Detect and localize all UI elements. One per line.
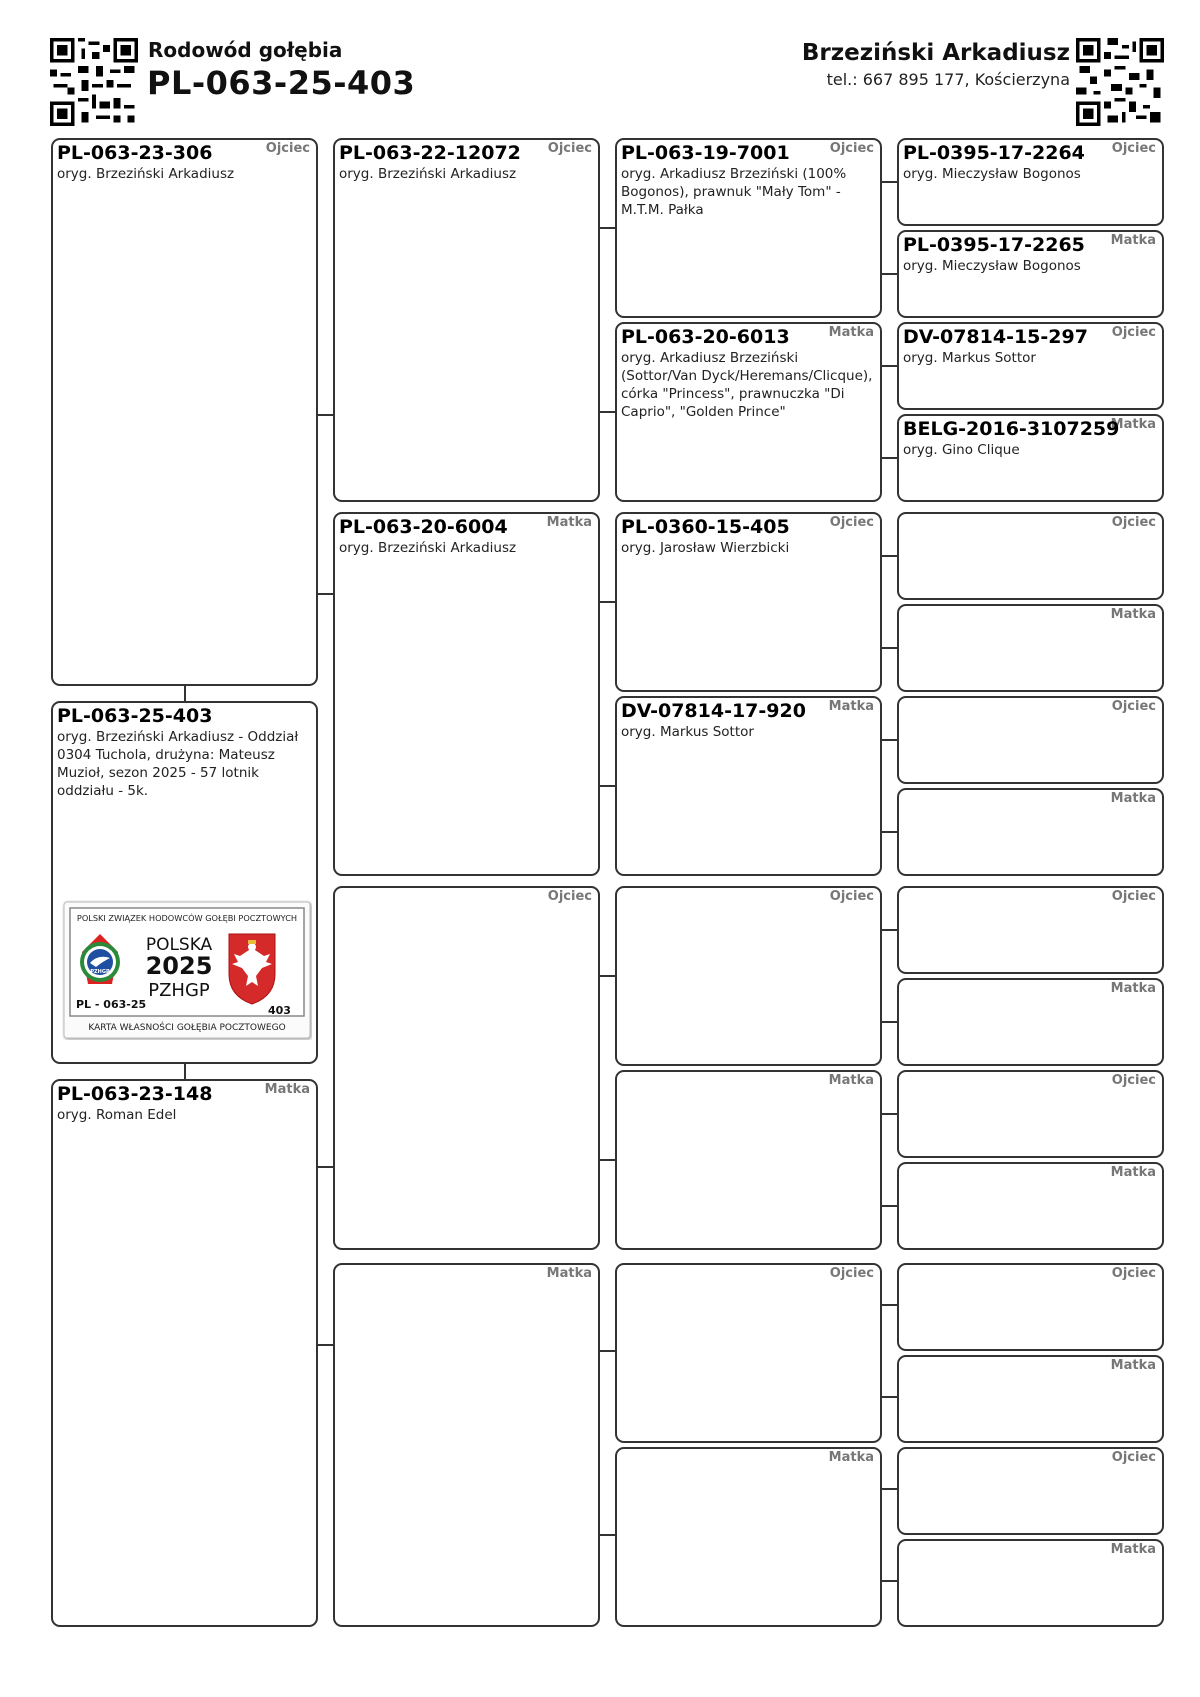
pigeon-card-mm[interactable] [333,1263,600,1627]
connector-line [317,593,334,595]
pigeon-card-mmf[interactable] [615,1263,882,1443]
pigeon-description: oryg. Arkadiusz Brzeziński (100% Bogonos), prawnuk "Mały Tom" - M.T.M. Pałka [621,166,847,218]
role-label-mother: Matka [1110,607,1156,622]
pigeon-description: oryg. Brzeziński Arkadiusz [57,166,235,182]
pigeon-description: oryg. Mieczysław Bogonos [903,166,1081,182]
role-label-mother: Matka [828,1073,874,1088]
header-subtitle: Rodowód gołębia [148,38,343,62]
role-label-mother: Matka [1110,1165,1156,1180]
breeder-contact: tel.: 667 895 177, Kościerzyna [826,70,1070,89]
connector-line [599,785,616,787]
pigeon-card-mmmm[interactable] [897,1539,1164,1627]
ring-number: PL-0360-15-405 [621,516,790,538]
pigeon-card-fmmf[interactable] [897,696,1164,784]
pigeon-card-ffmf[interactable] [897,322,1164,410]
header-ring-number: PL-063-25-403 [147,64,416,102]
pigeon-card-mf[interactable] [333,886,600,1250]
connector-line [317,1166,334,1168]
connector-line [599,227,616,229]
connector-line [599,975,616,977]
role-label-father: Ojciec [265,141,310,156]
ring-number: PL-063-23-306 [57,142,213,164]
pigeon-description: oryg. Markus Sottor [621,724,754,740]
role-label-mother: Matka [1110,417,1156,432]
connector-line [881,1396,898,1398]
role-label-father: Ojciec [829,889,874,904]
role-label-father: Ojciec [547,889,592,904]
pigeon-card-mmmf[interactable] [897,1447,1164,1535]
logo-text: PZHGP [90,969,110,975]
pigeon-card-ff[interactable] [333,138,600,502]
connector-line [881,181,898,183]
role-label-mother: Matka [828,325,874,340]
role-label-mother: Matka [264,1082,310,1097]
ring-number: PL-063-20-6013 [621,326,790,348]
card-ring-prefix: PL - 063-25 [76,998,147,1011]
role-label-mother: Matka [1110,981,1156,996]
pigeon-card-mother[interactable] [51,1079,318,1627]
card-abbr-text: PZHGP [148,980,210,1001]
pigeon-card-fmmm[interactable] [897,788,1164,876]
role-label-mother: Matka [828,699,874,714]
pigeon-card-fmm[interactable] [615,696,882,876]
role-label-father: Ojciec [1111,1450,1156,1465]
ring-number: PL-0395-17-2265 [903,234,1085,256]
pigeon-card-mffm[interactable] [897,978,1164,1066]
pigeon-description: oryg. Markus Sottor [903,350,1036,366]
role-label-father: Ojciec [1111,141,1156,156]
pigeon-card-fffm[interactable] [897,230,1164,318]
role-label-father: Ojciec [1111,1073,1156,1088]
card-ring-number: 403 [268,1004,291,1017]
connector-line [881,1488,898,1490]
role-label-father: Ojciec [829,515,874,530]
ring-number: PL-0395-17-2264 [903,142,1085,164]
connector-line [881,1205,898,1207]
role-label-father: Ojciec [1111,325,1156,340]
connector-line [881,739,898,741]
ring-number: DV-07814-17-920 [621,700,806,722]
qr-code-left-icon [50,38,138,126]
pigeon-card-mmm[interactable] [615,1447,882,1627]
card-org-text: POLSKI ZWIĄZEK HODOWCÓW GOŁĘBI POCZTOWYCH [76,913,298,923]
ring-number: DV-07814-15-297 [903,326,1088,348]
pigeon-card-fm[interactable] [333,512,600,876]
connector-line [599,411,616,413]
pigeon-description: oryg. Brzeziński Arkadiusz [339,166,517,182]
ring-number: PL-063-25-403 [57,705,213,727]
pigeon-card-mff[interactable] [615,886,882,1066]
pigeon-description: oryg. Gino Clique [903,442,1020,458]
role-label-father: Ojciec [1111,1266,1156,1281]
role-label-mother: Matka [1110,791,1156,806]
role-label-father: Ojciec [1111,699,1156,714]
connector-line [881,929,898,931]
ring-number: BELG-2016-3107259 [903,418,1120,440]
pigeon-card-mfmf[interactable] [897,1070,1164,1158]
card-year-text: 2025 [145,952,213,980]
connector-line [599,1350,616,1352]
pigeon-card-mfmm[interactable] [897,1162,1164,1250]
connector-line [881,273,898,275]
connector-line [317,414,334,416]
connector-line [881,365,898,367]
pigeon-card-mmfm[interactable] [897,1355,1164,1443]
ring-number: PL-063-22-12072 [339,142,521,164]
connector-line [881,647,898,649]
pigeon-card-ffff[interactable] [897,138,1164,226]
connector-line [184,685,186,702]
connector-line [881,1021,898,1023]
connector-line [881,1113,898,1115]
pigeon-card-mfff[interactable] [897,886,1164,974]
pigeon-card-fff[interactable] [615,138,882,318]
role-label-mother: Matka [1110,233,1156,248]
connector-line [317,1344,334,1346]
role-label-father: Ojciec [829,1266,874,1281]
connector-line [599,1159,616,1161]
role-label-mother: Matka [546,515,592,530]
pigeon-description: oryg. Arkadiusz Brzeziński (Sottor/Van Dyck/Heremans/Clicque), córka "Princess", prawnuczka "Di Caprio", "Golden Prince" [621,350,873,420]
role-label-mother: Matka [1110,1358,1156,1373]
ring-number: PL-063-19-7001 [621,142,790,164]
pigeon-card-ffm[interactable] [615,322,882,502]
connector-line [881,457,898,459]
breeder-name: Brzeziński Arkadiusz [801,40,1070,66]
pigeon-card-fmff[interactable] [897,512,1164,600]
pigeon-card-fmfm[interactable] [897,604,1164,692]
pigeon-card-fmf[interactable] [615,512,882,692]
pigeon-description: oryg. Roman Edel [57,1107,177,1123]
connector-line [881,1580,898,1582]
role-label-mother: Matka [1110,1542,1156,1557]
pigeon-description: oryg. Brzeziński Arkadiusz - Oddział 0304 Tuchola, drużyna: Mateusz Muzioł, sezon 2025 - 57 lotnik oddziału - 5k. [57,729,299,799]
connector-line [881,1304,898,1306]
connector-line [599,1534,616,1536]
connector-line [881,831,898,833]
connector-line [184,1063,186,1080]
connector-line [599,601,616,603]
pigeon-description: oryg. Jarosław Wierzbicki [621,540,790,556]
role-label-father: Ojciec [547,141,592,156]
pigeon-card-father[interactable] [51,138,318,686]
role-label-father: Ojciec [1111,515,1156,530]
pigeon-description: oryg. Brzeziński Arkadiusz [339,540,517,556]
connector-line [881,555,898,557]
pigeon-card-mmff[interactable] [897,1263,1164,1351]
role-label-father: Ojciec [1111,889,1156,904]
role-label-father: Ojciec [829,141,874,156]
role-label-mother: Matka [546,1266,592,1281]
pigeon-card-mfm[interactable] [615,1070,882,1250]
role-label-mother: Matka [828,1450,874,1465]
card-caption: KARTA WŁASNOŚCI GOŁĘBIA POCZTOWEGO [88,1023,286,1033]
card-country-text: POLSKA [145,935,213,955]
ring-number: PL-063-23-148 [57,1083,213,1105]
qr-code-right-icon [1076,38,1164,126]
pigeon-card-ffmm[interactable] [897,414,1164,502]
polish-eagle-emblem-icon [229,934,275,1004]
ring-number: PL-063-20-6004 [339,516,508,538]
ownership-card-image [62,900,312,1040]
pigeon-description: oryg. Mieczysław Bogonos [903,258,1081,274]
